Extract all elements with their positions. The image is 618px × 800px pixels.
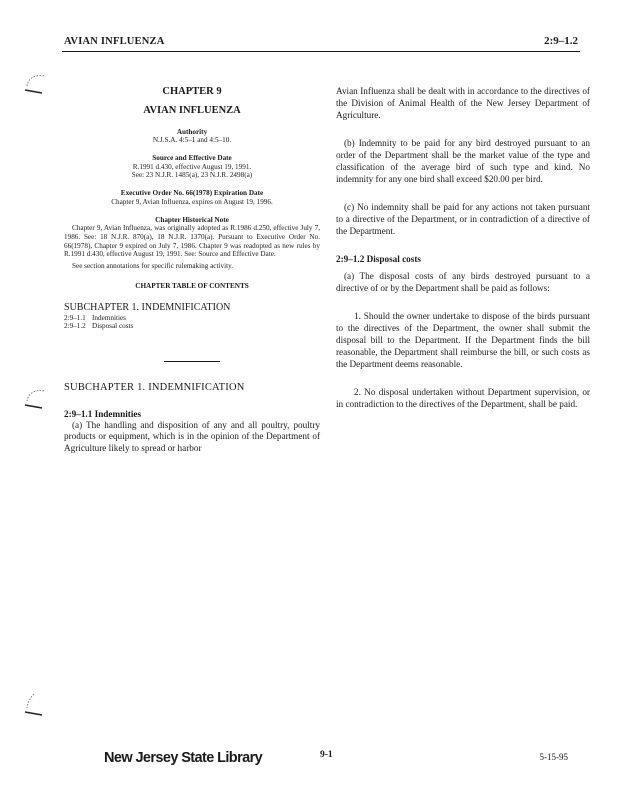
header-rule	[62, 51, 580, 52]
toc-entry[interactable]	[64, 314, 320, 323]
source-text-1: R.1991 d.430, effective August 19, 1991.	[132, 162, 252, 171]
subchapter-heading: SUBCHAPTER 1. INDEMNIFICATION	[64, 382, 245, 394]
executive-order-heading: Executive Order No. 66(1978) Expiration Date	[120, 189, 264, 198]
indemnities-paragraph-b: (b) Indemnity to be paid for any bird destroyed pursuant to an order of the Department shall be the market value of the type and classification of the average bird of such type and kind. No indemnity for any one bird shall exceed $20.00 per bird.	[336, 137, 590, 184]
toc-entry[interactable]	[64, 322, 320, 331]
running-header-section: 2:9–1.2	[544, 35, 578, 47]
library-stamp: New Jersey State Library	[104, 750, 263, 766]
historical-note-text: Chapter 9, Avian Influenza, was originally adopted as R.1986 d.250, effective July 7, 1986. See: 18 N.J.R. 870(a), 18 N.J.R. 1370(a). Pursuant to Executive Order No. 66(1978), Chapter 9 expired on July 7, 1986. Chapter 9 was readopted as new rules by R.1991 d.430, effective August 19, 1991. See: Source and Effective Date.	[64, 224, 320, 259]
authority-heading: Authority	[176, 127, 208, 136]
indemnities-paragraph-a: (a) The handling and disposition of any and all poultry, poultry products or equipment, which is in the opinion of the Department of Agriculture likely to spread or harbor	[64, 420, 320, 453]
indemnities-paragraph-c: (c) No indemnity shall be paid for any actions not taken pursuant to a directive of the Department, or in contradiction of a directive of the Department.	[336, 201, 590, 236]
chapter-title: AVIAN INFLUENZA	[143, 104, 241, 116]
chapter-number: CHAPTER 9	[162, 86, 222, 97]
page-number: 9-1	[320, 750, 333, 760]
binder-hole-mark	[22, 70, 48, 100]
indemnities-paragraph-a-continued: Avian Influenza shall be dealt with in accordance to the directives of the Division of Animal Health of the New Jersey Department of Agriculture.	[336, 86, 590, 120]
left-column	[64, 86, 320, 454]
toc-entry-number: 2:9–1.2	[64, 322, 86, 331]
binder-hole-mark	[22, 690, 48, 720]
section-heading-indemnities: 2:9–1.1 Indemnities	[64, 408, 142, 419]
section-heading-disposal-costs: 2:9–1.2 Disposal costs	[336, 253, 421, 264]
toc-entry-label: Disposal costs	[92, 322, 134, 331]
toc-entry-label: Indemnities	[92, 313, 126, 322]
authority-block	[64, 128, 320, 145]
toc-subchapter: SUBCHAPTER 1. INDEMNIFICATION	[64, 302, 231, 314]
historical-note-block	[64, 216, 320, 271]
disposal-item-2: 2. No disposal undertaken without Department supervision, or in contradiction to the directives of the Department, shall be paid.	[336, 387, 590, 410]
annotations-note: See section annotations for specific rulemaking activity.	[72, 261, 234, 270]
historical-note-heading: Chapter Historical Note	[155, 215, 229, 224]
toc-entry-number: 2:9–1.1	[64, 313, 86, 322]
executive-order-block	[64, 189, 320, 206]
authority-text: N.J.S.A. 4:5–1 and 4:5–10.	[152, 136, 232, 145]
source-text-2: See: 23 N.J.R. 1485(a), 23 N.J.R. 2498(a)	[131, 171, 253, 180]
disposal-item-1: 1. Should the owner undertake to dispose of the birds pursuant to the directives of the Department, the owner shall submit the disposal bill to the Department. If the Department finds the bill reasonable, the Department shall reimburse the bill, or such costs as the Department deems reasonable.	[336, 311, 590, 370]
source-block	[64, 154, 320, 180]
revision-date: 5-15-95	[539, 752, 568, 762]
executive-order-text: Chapter 9, Avian Influenza, expires on August 19, 1996.	[111, 197, 273, 206]
toc-heading: CHAPTER TABLE OF CONTENTS	[135, 282, 249, 291]
binder-hole-mark	[22, 385, 48, 415]
right-column	[336, 86, 590, 427]
running-header-title: AVIAN INFLUENZA	[64, 36, 165, 47]
disposal-paragraph-a: (a) The disposal costs of any birds destroyed pursuant to a directive of or by the Department shall be paid as follows:	[336, 271, 590, 294]
source-heading: Source and Effective Date	[152, 154, 232, 163]
section-divider	[164, 361, 220, 362]
